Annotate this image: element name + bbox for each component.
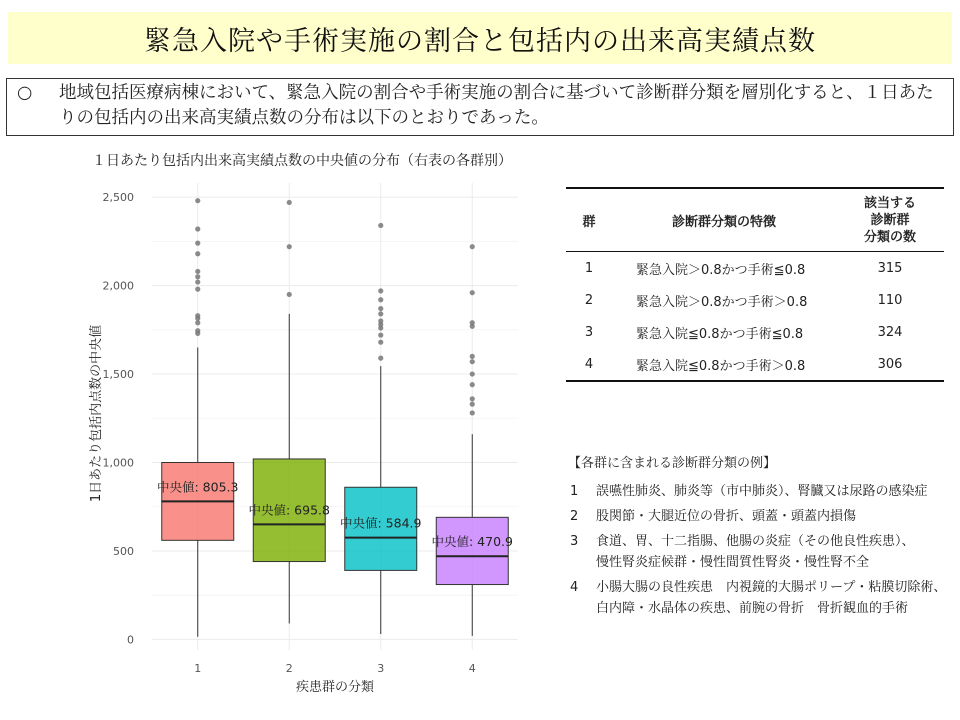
x-tick-label: 3	[377, 662, 385, 675]
outlier-point	[287, 292, 292, 297]
outlier-point	[470, 396, 475, 401]
outlier-point	[195, 251, 200, 256]
outlier-point	[470, 354, 475, 359]
outlier-point	[378, 297, 383, 302]
table-row	[566, 252, 944, 285]
header-group: 群	[582, 214, 596, 230]
outlier-point	[195, 241, 200, 246]
median-label: 中央値: 470.9	[431, 534, 513, 550]
example-num: 3	[570, 534, 579, 549]
outlier-point	[195, 328, 200, 333]
row-id: 3	[584, 324, 594, 340]
outlier-point	[195, 269, 200, 274]
example-text: 誤嚥性肺炎、肺炎等（市中肺炎）、腎臓又は尿路の感染症	[596, 484, 928, 499]
row-count: 315	[877, 260, 903, 276]
row-count: 110	[877, 292, 903, 308]
table-header-row	[566, 188, 944, 252]
y-tick-label: 2,500	[102, 191, 134, 205]
example-num: 1	[570, 484, 579, 499]
example-item	[568, 577, 958, 619]
outlier-point	[195, 313, 200, 318]
x-tick-label: 2	[285, 662, 293, 675]
y-tick-label: 500	[113, 544, 134, 558]
examples-title: 【各群に含まれる診断群分類の例】	[568, 456, 777, 471]
median-label: 中央値: 584.9	[340, 515, 422, 531]
outlier-point	[470, 359, 475, 364]
outlier-point	[195, 226, 200, 231]
outlier-point	[195, 287, 200, 292]
header-feature: 診断群分類の特徴	[671, 214, 776, 230]
example-item	[568, 481, 958, 502]
outlier-point	[195, 274, 200, 279]
outlier-point	[470, 382, 475, 387]
example-text: 食道、胃、十二指腸、他腸の炎症（その他良性疾患）、 慢性腎炎症候群・慢性間質性腎炎・慢性腎不全	[596, 534, 915, 570]
outlier-point	[470, 371, 475, 376]
x-tick-label: 1	[194, 662, 202, 675]
outlier-point	[470, 290, 475, 295]
outlier-point	[378, 223, 383, 228]
outlier-point	[195, 279, 200, 284]
row-id: 1	[584, 260, 594, 276]
row-id: 2	[584, 292, 594, 308]
examples-section	[568, 452, 958, 623]
table-row	[566, 284, 944, 316]
y-tick-label: 1,000	[102, 456, 134, 470]
group-table	[566, 187, 944, 382]
outlier-point	[195, 320, 200, 325]
outlier-point	[470, 402, 475, 407]
outlier-point	[378, 306, 383, 311]
y-tick-label: 0	[127, 633, 134, 647]
row-desc: 緊急入院＞0.8かつ手術＞0.8	[636, 294, 808, 310]
y-axis-title: 1日あたり包括内点数の中央値	[89, 324, 104, 503]
page-title: 緊急入院や手術実施の割合と包括内の出来高実績点数	[8, 12, 952, 64]
box-group-4	[436, 517, 508, 584]
row-count: 306	[877, 356, 903, 372]
outlier-point	[287, 244, 292, 249]
outlier-point	[378, 288, 383, 293]
outlier-point	[470, 244, 475, 249]
chart-title: １日あたり包括内出来高実績点数の中央値の分布（右表の各群別）	[92, 153, 512, 169]
outlier-point	[378, 333, 383, 338]
row-id: 4	[584, 356, 594, 372]
table-row	[566, 316, 944, 348]
outlier-point	[378, 356, 383, 361]
outlier-point	[378, 318, 383, 323]
summary-bullet: ○	[17, 83, 33, 103]
outlier-point	[287, 200, 292, 205]
row-desc: 緊急入院≦0.8かつ手術≦0.8	[636, 326, 804, 342]
header-count: 該当する 診断群 分類の数	[863, 195, 916, 245]
summary-text: 地域包括医療病棟において、緊急入院の割合や手術実施の割合に基づいて診断群分類を層別化すると、１日あたりの包括内の出来高実績点数の分布は以下のとおりであった。	[59, 83, 934, 128]
y-tick-label: 2,000	[102, 279, 134, 293]
row-desc: 緊急入院≦0.8かつ手術＞0.8	[636, 358, 806, 374]
median-label: 中央値: 695.8	[248, 502, 330, 518]
y-tick-label: 1,500	[102, 368, 134, 382]
outlier-point	[470, 410, 475, 415]
example-item	[568, 531, 958, 573]
row-count: 324	[877, 324, 903, 340]
row-desc: 緊急入院＞0.8かつ手術≦0.8	[636, 262, 806, 278]
example-text: 股関節・大腿近位の骨折、頭蓋・頭蓋内損傷	[596, 509, 857, 524]
outlier-point	[378, 311, 383, 316]
example-item	[568, 506, 958, 527]
x-tick-label: 4	[468, 662, 476, 675]
outlier-point	[378, 340, 383, 345]
example-text: 小腸大腸の良性疾患 内視鏡的大腸ポリープ・粘膜切除術、 白内障・水晶体の疾患、前腕の骨折 骨折観血的手術	[596, 580, 947, 616]
example-num: 4	[570, 580, 579, 595]
x-axis-title: 疾患群の分類	[295, 680, 375, 695]
outlier-point	[195, 198, 200, 203]
example-num: 2	[570, 509, 579, 524]
table-row	[566, 348, 944, 381]
outlier-point	[470, 320, 475, 325]
median-label: 中央値: 805.3	[157, 479, 239, 495]
